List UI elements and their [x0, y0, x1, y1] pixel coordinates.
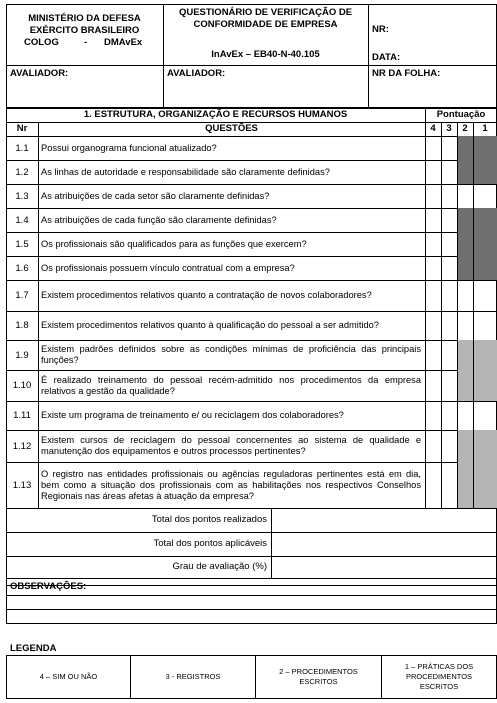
observations-label: OBSERVAÇÕES:	[10, 581, 87, 592]
score-cell-shade	[473, 370, 497, 401]
question-text: As atribuições de cada setor são claramente definidas?	[41, 190, 270, 201]
score-cell-shade	[473, 160, 497, 184]
question-number: 1.1	[15, 142, 29, 154]
legend-title: LEGENDA	[10, 643, 57, 654]
question-number: 1.10	[12, 380, 32, 391]
question-number: 1.7	[15, 290, 29, 301]
question-text: Possui organograma funcional atualizado?	[41, 142, 217, 153]
score-cell-shade	[473, 430, 497, 462]
org-line-3-sep: -	[84, 37, 88, 48]
legend-item-4: 4 – SIM OU NÃO	[39, 672, 98, 681]
score-cell-shade	[457, 256, 473, 280]
score-cell-shade	[473, 462, 497, 508]
question-text: Existe um programa de treinamento e/ ou reciclagem dos colaboradores?	[41, 410, 344, 420]
total-realized-label: Total dos pontos realizados	[151, 514, 267, 525]
question-text: Existem procedimentos relativos quanto à qualificação do pessoal a ser admitido?	[41, 320, 379, 330]
question-text: Existem cursos de reciclagem do pessoal concernentes ao sistema de qualidade e manutenção dos equipamentos e outros processos pertinentes?	[41, 435, 421, 456]
question-number: 1.9	[15, 349, 29, 361]
score-cell-shade	[457, 232, 473, 256]
col-questions-header: QUESTÕES	[205, 123, 258, 134]
question-number: 1.6	[15, 262, 29, 274]
score-cell-shade	[457, 136, 473, 160]
question-text: As atribuições de cada função são claramente definidas?	[41, 214, 277, 225]
score-cell-shade	[473, 256, 497, 280]
date-label: DATA:	[372, 52, 401, 63]
score-cell-shade	[473, 232, 497, 256]
col-nr-header: Nr	[16, 123, 28, 134]
question-number: 1.11	[13, 410, 31, 421]
question-text: O registro nas entidades profissionais ou agências reguladoras pertinentes está em dia, bem como a situação dos profissionais com as habilitações nos respectivos Conselhos Regionais nas áreas afetas à atuação da empresa?	[41, 468, 421, 501]
score-cell-shade	[457, 340, 473, 370]
score-cell-shade	[457, 160, 473, 184]
question-number: 1.8	[15, 320, 29, 331]
score-col-4: 4	[430, 123, 436, 134]
question-number: 1.4	[15, 214, 29, 226]
form-code: InAvEx – EB40-N-40.105	[211, 49, 320, 60]
legend-item-2: 2 – PROCEDIMENTOS ESCRITOS	[279, 667, 358, 686]
question-text: Os profissionais são qualificados para as funções que exercem?	[41, 238, 307, 249]
score-cell-shade	[473, 340, 497, 370]
question-number: 1.3	[15, 190, 29, 202]
evaluator-2-label: AVALIADOR:	[167, 68, 226, 79]
score-cell-shade	[473, 136, 497, 160]
question-number: 1.5	[15, 238, 29, 250]
score-cell-shade	[457, 462, 473, 508]
sheet-number-label: NR DA FOLHA:	[372, 68, 441, 79]
form-title-line-1: QUESTIONÁRIO DE VERIFICAÇÃO DE	[178, 7, 353, 18]
org-line-3-right: DMAvEx	[104, 37, 143, 48]
question-text: É realizado treinamento do pessoal recém-admitido nos procedimentos da empresa relativos a gestão da qualidade?	[41, 374, 421, 396]
question-number: 1.12	[12, 440, 32, 452]
score-col-3: 3	[446, 123, 452, 134]
score-cell-shade	[457, 430, 473, 462]
question-text: Existem procedimentos relativos quanto a contratação de novos colaboradores?	[41, 290, 372, 300]
score-cell-shade	[457, 370, 473, 401]
question-number: 1.13	[12, 479, 32, 491]
legend-item-1: 1 – PRÁTICAS DOS PROCEDIMENTOS ESCRITOS	[404, 662, 474, 691]
form-title-line-2: CONFORMIDADE DE EMPRESA	[193, 19, 338, 30]
org-line-2: EXÉRCITO BRASILEIRO	[29, 25, 140, 36]
section-title: 1. ESTRUTURA, ORGANIZAÇÃO E RECURSOS HUMANOS	[83, 109, 348, 120]
score-title: Pontuação	[436, 109, 486, 120]
score-cell-shade	[473, 208, 497, 232]
score-col-2: 2	[462, 123, 468, 134]
total-applicable-label: Total dos pontos aplicáveis	[153, 538, 267, 549]
score-col-1: 1	[482, 123, 488, 134]
legend-item-3: 3 - REGISTROS	[165, 672, 221, 681]
org-line-3-left: COLOG	[24, 37, 59, 48]
question-text: As linhas de autoridade e responsabilidade são claramente definidas?	[41, 166, 330, 177]
grade-label: Grau de avaliação (%)	[172, 561, 267, 572]
question-text: Existem padrões definidos sobre as condições mínimas de proficiência das principais funções?	[41, 344, 421, 365]
score-cell-shade	[457, 208, 473, 232]
nr-label: NR:	[372, 24, 389, 35]
question-text: Os profissionais possuem vínculo contratual com a empresa?	[41, 262, 295, 273]
observations-box	[6, 578, 497, 624]
evaluator-1-label: AVALIADOR:	[10, 68, 69, 79]
org-line-1: MINISTÉRIO DA DEFESA	[28, 13, 141, 24]
question-number: 1.2	[15, 166, 29, 178]
